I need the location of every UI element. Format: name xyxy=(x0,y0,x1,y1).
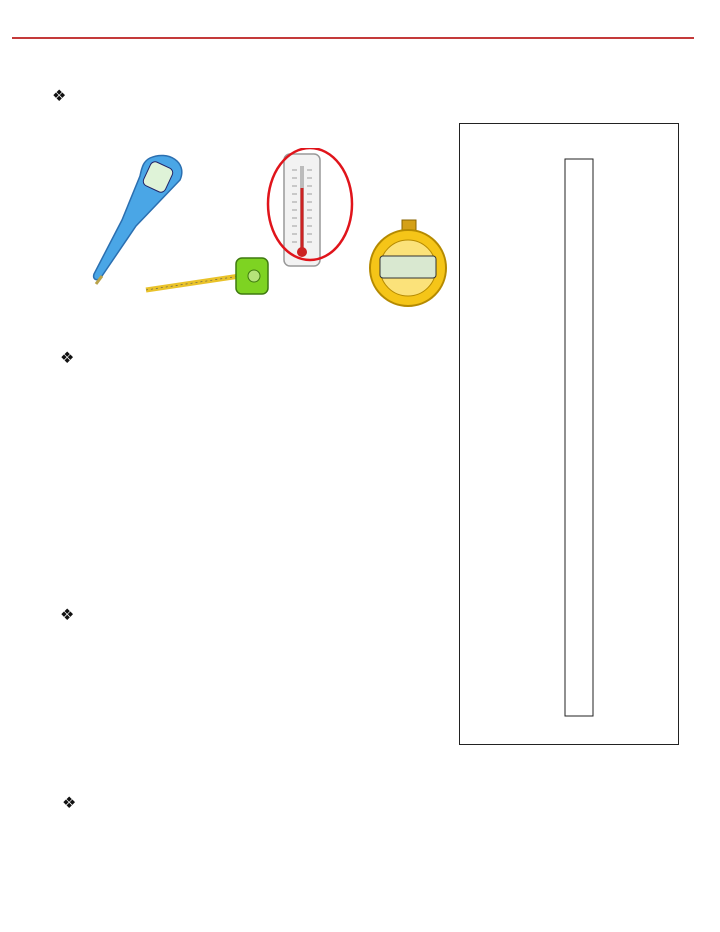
header-divider xyxy=(12,37,694,39)
question-2 xyxy=(60,342,400,367)
digital-thermometer-icon xyxy=(94,155,182,284)
stopwatch-icon xyxy=(370,220,446,306)
bullet-diamond-icon: ❖ xyxy=(60,350,77,367)
tape-measure-icon xyxy=(146,258,268,294)
bullet-diamond-icon: ❖ xyxy=(52,88,67,105)
thermometer-diagram xyxy=(459,123,679,745)
dial-thermometer-icon xyxy=(284,154,320,266)
measuring-tools-illustration xyxy=(88,148,448,308)
bullet-diamond-icon: ❖ xyxy=(62,795,77,812)
thermometer-tube xyxy=(565,159,593,716)
question-4 xyxy=(62,787,682,812)
thermometer-scale xyxy=(460,124,678,744)
question-1 xyxy=(52,80,680,105)
bullet-diamond-icon: ❖ xyxy=(60,607,75,624)
question-3 xyxy=(60,599,415,624)
